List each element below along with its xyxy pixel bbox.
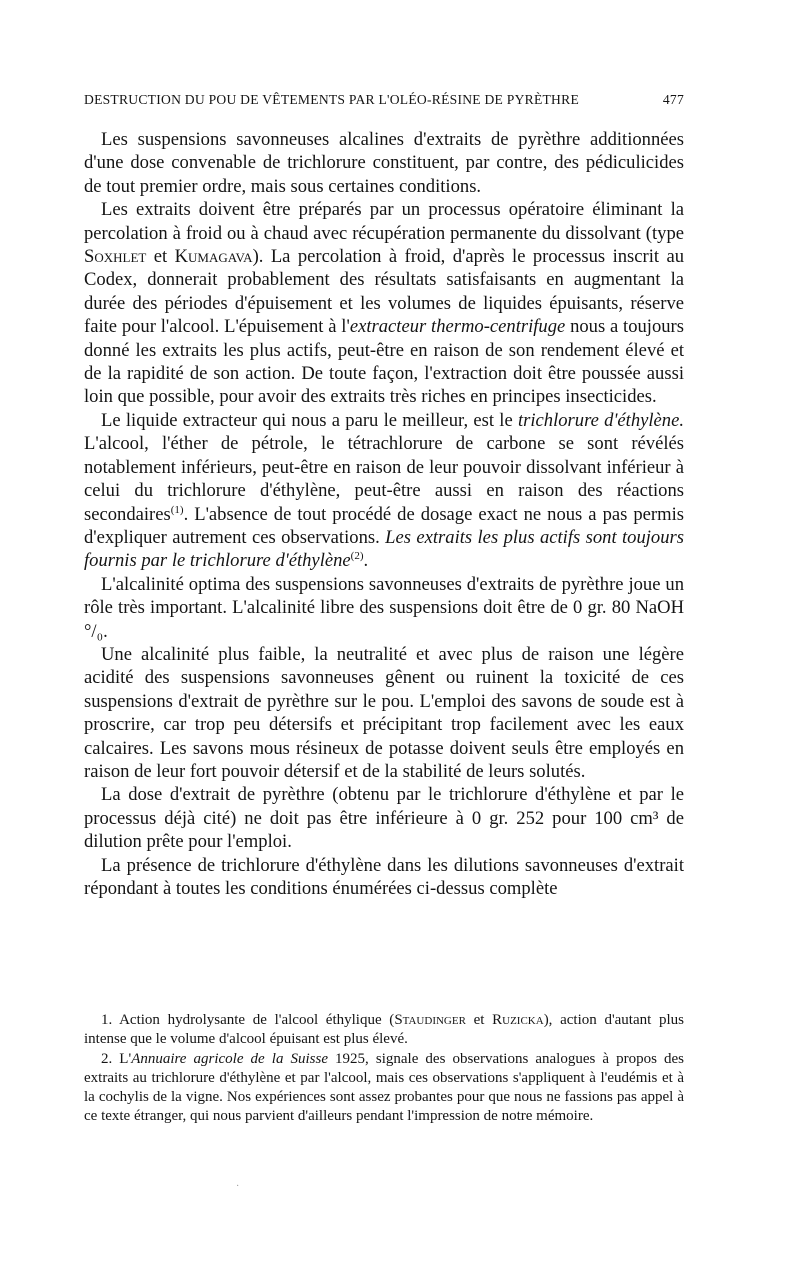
text-run: Le liquide extracteur qui nous a paru le meilleur, est le <box>101 409 518 431</box>
footnote-ref-2[interactable]: (2) <box>350 550 364 563</box>
paragraph-6: La dose d'extrait de pyrèthre (obtenu par le trichlorure d'éthylène et par le processus déjà cité) ne doit pas être inférieure à 0 gr. 252 pour 100 cm³ de dilution prête pour l'emploi. <box>84 784 684 853</box>
running-header <box>84 92 684 108</box>
paragraph-5: Une alcalinité plus faible, la neutralité et avec plus de raison une légère acidité des suspensions savonneuses gênent ou ruinent la toxicité de ces suspensions d'extrait de pyrèthre sur le pou. L'emploi des savons de soude est à proscrire, car trop peu détersifs et précipitant trop facilement avec les eaux calcaires. Les savons mous résineux de potasse doivent seuls être employés en raison de leur fort pouvoir détersif et de la stabilité de leurs solutés. <box>84 643 684 782</box>
text-run: Les extraits doivent être préparés par un processus opératoire éliminant la percolation à froid ou à chaud avec récupération permanente du dissolvant (type <box>84 199 684 244</box>
italic-title: Annuaire agricole de la Suisse <box>131 1050 328 1067</box>
paragraph-4: L'alcalinité optima des suspensions savonneuses d'extraits de pyrèthre joue un rôle très important. L'alcalinité libre des suspensions doit être de 0 gr. 80 NaOH °/₀. <box>84 573 684 642</box>
paragraph-7: La présence de trichlorure d'éthylène dans les dilutions savonneuses d'extrait répondant à toutes les conditions énumérées ci-dessus complète <box>84 854 684 899</box>
text-run: L'alcool, l'éther de pétrole, le tétrachlorure de carbone se sont révélés notablement inférieurs, peut-être en raison de leur pouvoir dissolvant inférieur à celui du trichlorure d'éthylène, peut-être aussi en raison des réactions secondaires <box>84 433 684 525</box>
footnote-1 <box>84 1011 684 1050</box>
italic-emphasis: Les extraits les plus actifs sont toujours fournis par le trichlorure d'éthylène <box>84 526 684 572</box>
text-run: ), action d'autant plus intense que le volume d'alcool épuisant est plus élevé. <box>84 1012 684 1048</box>
page-number: 477 <box>662 92 684 107</box>
print-speck: · <box>236 1181 240 1192</box>
author-soxhlet: Soxhlet <box>84 246 147 268</box>
italic-term: trichlorure d'éthylène. <box>517 409 684 431</box>
italic-term: extracteur thermo-centrifuge <box>349 316 566 338</box>
paragraph-2 <box>84 198 684 409</box>
text-run: . L'absence de tout procédé de dosage exact ne nous a pas permis d'expliquer autrement ces observations. <box>84 503 684 548</box>
text-run: nous a toujours donné les extraits les plus actifs, peut-être en raison de son rendement élevé et de la rapidité de son action. De toute façon, l'extraction doit être poussée aussi loin que possible, pour avoir des extraits très riches en principes insecticides. <box>84 316 684 408</box>
text-run: . <box>363 550 369 572</box>
paragraph-3 <box>84 409 684 573</box>
text-run: ). La percolation à froid, d'après le processus inscrit au Codex, donnerait probablement des résultats satisfaisants en augmentant la durée des périodes d'épuisement et les volumes de liquides épuisants, réserve faite pour l'alcool. L'épuisement à l' <box>84 246 684 338</box>
running-title: DESTRUCTION DU POU DE VÊTEMENTS PAR L'OLÉO-RÉSINE DE PYRÈTHRE <box>84 92 579 107</box>
author-kumagava: Kumagava <box>174 246 253 268</box>
footnote-ref-1[interactable]: (1) <box>170 503 184 516</box>
author-staudinger: Staudinger <box>394 1012 466 1028</box>
text-run: et <box>146 246 175 268</box>
text-run: 1925, signale des observations analogues à propos des extraits au trichlorure d'éthylène et par l'alcool, mais ces observations s'appliquent à l'eudémis et à la cochylis de la vigne. Nos expériences sont assez probantes pour que nous ne fassions pas appel à ce texte étranger, qui nous parvient d'ailleurs pendant l'impression de notre mémoire. <box>84 1050 684 1125</box>
text-run: 2. L' <box>101 1050 132 1067</box>
author-ruzicka: Ruzicka <box>492 1012 544 1028</box>
text-run: 1. Action hydrolysante de l'alcool éthylique ( <box>101 1012 395 1028</box>
paragraph-1: Les suspensions savonneuses alcalines d'extraits de pyrèthre additionnées d'une dose convenable de trichlorure constituent, par contre, des pédiculicides de tout premier ordre, mais sous certaines conditions. <box>84 129 684 197</box>
footnote-2 <box>84 1050 684 1127</box>
footnotes <box>84 1011 684 1127</box>
text-run: et <box>465 1012 493 1028</box>
body-text <box>84 128 684 900</box>
